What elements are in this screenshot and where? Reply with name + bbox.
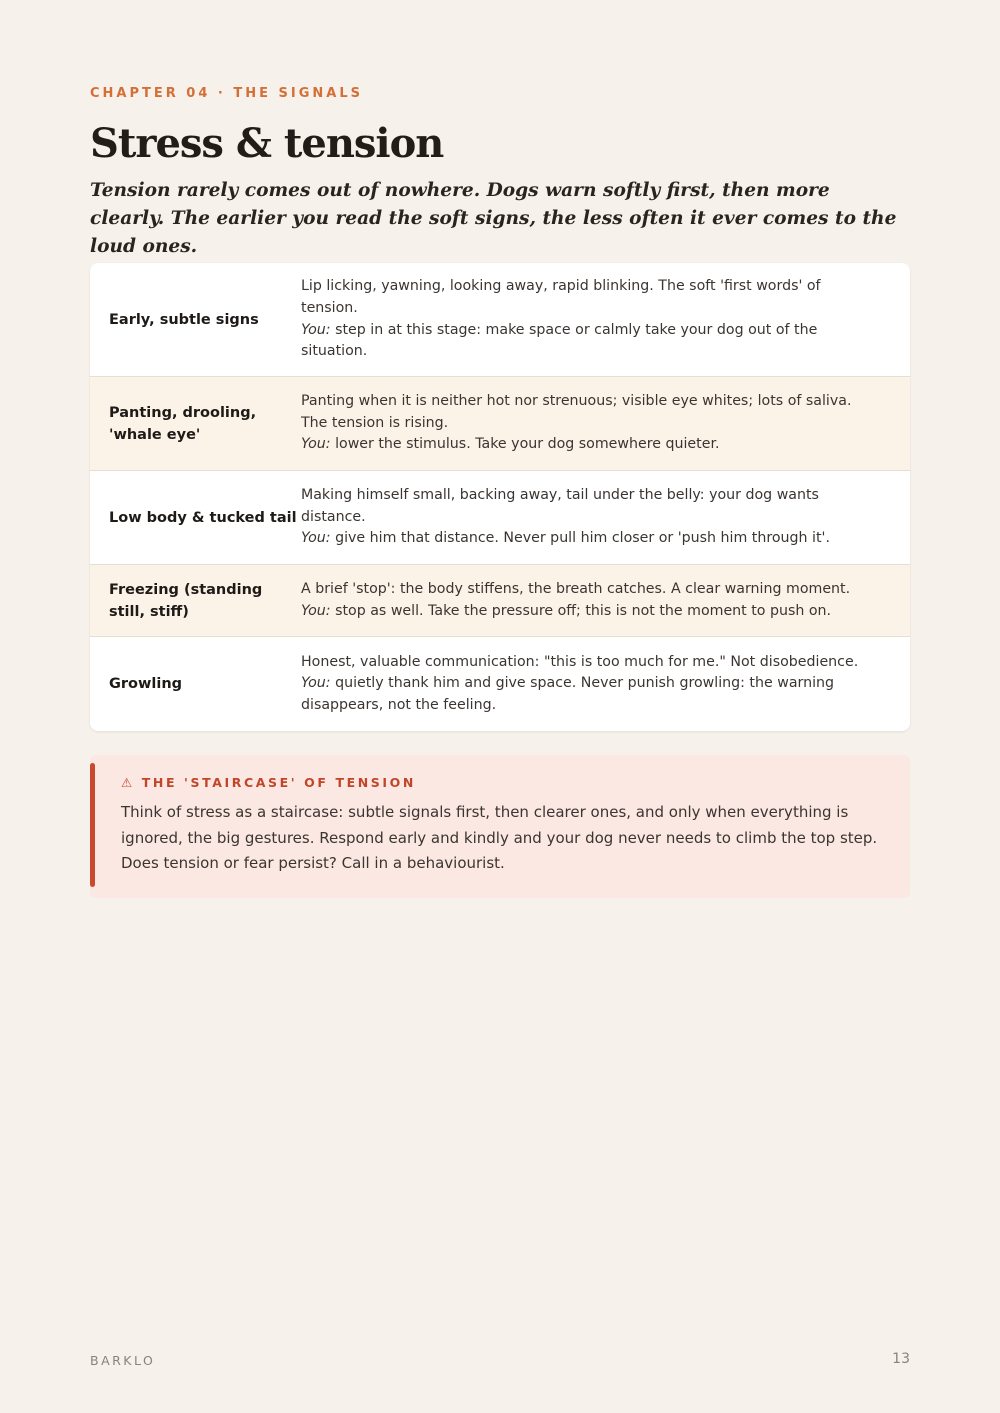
signal-text: Making himself small, backing away, tail under the belly: your dog wants distance. bbox=[301, 487, 819, 525]
advice-line bbox=[301, 320, 881, 363]
signal-description bbox=[301, 579, 881, 622]
table-row bbox=[90, 377, 910, 471]
table-row bbox=[90, 263, 910, 377]
advice-text: stop as well. Take the pressure off; this is not the moment to push on. bbox=[330, 602, 832, 619]
advice-line bbox=[301, 601, 881, 623]
signal-name: Growling bbox=[109, 676, 183, 692]
callout-accent-bar bbox=[90, 763, 95, 887]
table-row bbox=[90, 471, 910, 565]
advice-line bbox=[301, 528, 881, 550]
signal-text: Lip licking, yawning, looking away, rapid blinking. The soft 'first words' of tension. bbox=[301, 278, 821, 316]
signal-description bbox=[301, 652, 881, 717]
advice-text: step in at this stage: make space or calmly take your dog out of the situation. bbox=[301, 321, 818, 360]
signal-text: Honest, valuable communication: "this is too much for me." Not disobedience. bbox=[301, 653, 859, 670]
footer-brand: BARKLO bbox=[90, 1353, 156, 1368]
signal-text: A brief 'stop': the body stiffens, the breath catches. A clear warning moment. bbox=[301, 580, 851, 597]
advice-line bbox=[301, 434, 881, 456]
warning-icon: ⚠ bbox=[121, 775, 135, 790]
signal-name: Freezing (standing still, stiff) bbox=[109, 581, 263, 620]
advice-text: give him that distance. Never pull him closer or 'push him through it'. bbox=[330, 530, 830, 547]
signal-name: Low body & tucked tail bbox=[109, 509, 297, 526]
signal-description bbox=[301, 391, 881, 456]
advice-line bbox=[301, 673, 881, 716]
signal-name: Early, subtle signs bbox=[109, 311, 259, 328]
signal-text: Panting when it is neither hot nor strenuous; visible eye whites; lots of saliva. The tension is rising. bbox=[301, 393, 852, 431]
table-row bbox=[90, 565, 910, 637]
signal-description bbox=[301, 276, 881, 362]
signal-description bbox=[301, 485, 881, 550]
you-label: You: bbox=[301, 602, 331, 619]
page-title: Stress & tension bbox=[90, 120, 444, 167]
callout-heading bbox=[121, 775, 416, 790]
staircase-callout bbox=[90, 755, 910, 898]
callout-title: THE 'STAIRCASE' OF TENSION bbox=[141, 775, 416, 790]
advice-text: quietly thank him and give space. Never punish growling: the warning disappears, not the feeling. bbox=[301, 675, 835, 713]
advice-text: lower the stimulus. Take your dog somewhere quieter. bbox=[330, 436, 720, 453]
callout-body: Think of stress as a staircase: subtle signals first, then clearer ones, and only when everything is ignored, the big gestures. Respond early and kindly and your dog never needs to climb the top step. Does tension or fear persist? Call in a behaviourist. bbox=[121, 803, 878, 872]
signals-table bbox=[90, 263, 910, 731]
page-number: 13 bbox=[892, 1351, 910, 1367]
signal-name: Panting, drooling, 'whale eye' bbox=[109, 404, 257, 443]
you-label: You: bbox=[301, 436, 331, 453]
table-row bbox=[90, 637, 910, 731]
you-label: You: bbox=[301, 675, 331, 692]
you-label: You: bbox=[301, 530, 331, 547]
you-label: You: bbox=[301, 321, 331, 338]
chapter-eyebrow: CHAPTER 04 · THE SIGNALS bbox=[90, 86, 363, 101]
intro-text: Tension rarely comes out of nowhere. Dogs warn softly first, then more clearly. The earlier you read the soft signs, the less often it ever comes to the loud ones. bbox=[90, 180, 897, 257]
